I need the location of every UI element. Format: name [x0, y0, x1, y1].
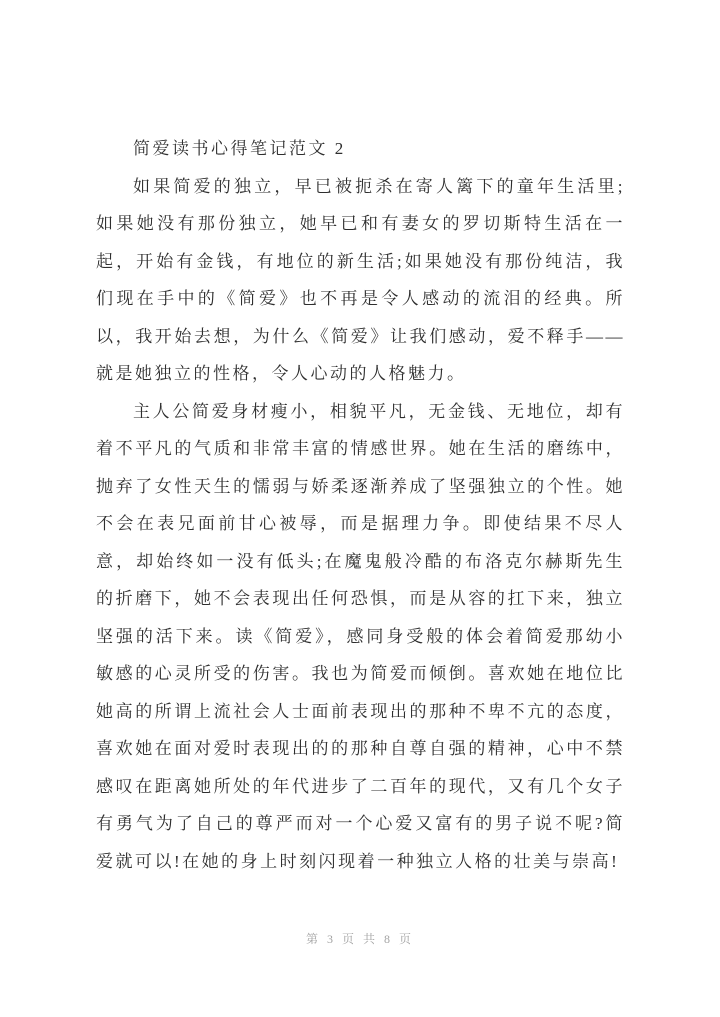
- page-number-footer: 第 3 页 共 8 页: [305, 932, 414, 946]
- paragraph-1: 如果简爱的独立，早已被扼杀在寄人篱下的童年生活里;如果她没有那份独立，她早已和有妻女的罗切斯特生活在一起，开始有金钱，有地位的新生活;如果她没有那份纯洁，我们现在手中的《简爱》也不再是令人感动的流泪的经典。所以，我开始去想，为什么《简爱》让我们感动，爱不释手——就是她独立的性格，令人心动的人格魅力。: [96, 176, 625, 383]
- document-content: [96, 130, 625, 880]
- paragraph-2: 主人公简爱身材瘦小，相貌平凡，无金钱、无地位，却有着不平凡的气质和非常丰富的情感世界。她在生活的磨练中，抛弃了女性天生的懦弱与娇柔逐渐养成了坚强独立的个性。她不会在表兄面前甘心被辱，而是据理力争。即使结果不尽人意，却始终如一没有低头;在魔鬼般冷酷的布洛克尔赫斯先生的折磨下，她不会表现出任何恐惧，而是从容的扛下来，独立坚强的活下来。读《简爱》，感同身受般的体会着简爱那幼小敏感的心灵所受的伤害。我也为简爱而倾倒。喜欢她在地位比她高的所谓上流社会人士面前表现出的那种不卑不亢的态度，喜欢她在面对爱时表现出的的那种自尊自强的精神，心中不禁感叹在距离她所处的年代进步了二百年的现代，又有几个女子有勇气为了自己的尊严而对一个心爱又富有的男子说不呢?简爱就可以!在她的身上时刻闪现着一种独立人格的壮美与崇高!: [96, 401, 625, 871]
- document-title: 简爱读书心得笔记范文 2: [133, 139, 346, 158]
